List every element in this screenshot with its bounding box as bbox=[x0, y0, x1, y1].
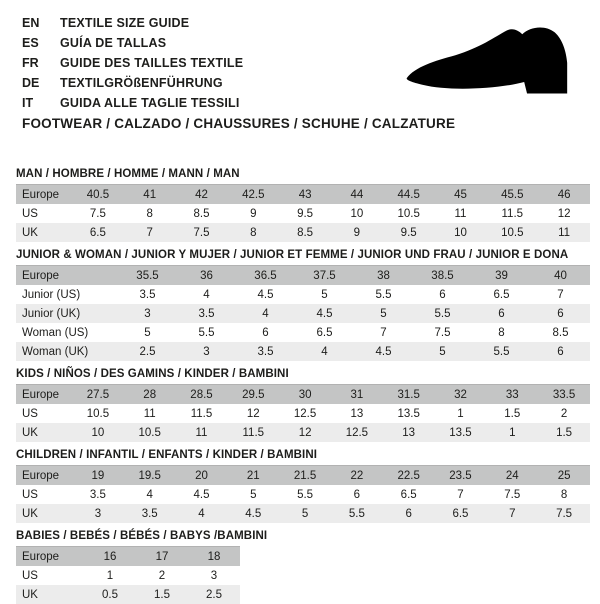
size-value: 13 bbox=[350, 407, 364, 420]
size-value: 3.5 bbox=[236, 342, 295, 361]
size-value: 7 bbox=[486, 504, 538, 523]
size-value: 31.5 bbox=[383, 385, 435, 405]
row-label: US bbox=[22, 407, 38, 420]
size-value: 3 bbox=[210, 569, 218, 582]
size-value: 6.5 bbox=[435, 504, 487, 523]
size-value: 1.5 bbox=[136, 585, 188, 604]
size-value: 1 bbox=[106, 569, 114, 582]
row-label: Woman (UK) bbox=[16, 342, 118, 361]
size-table bbox=[16, 265, 590, 361]
size-value: 4.5 bbox=[354, 342, 413, 361]
size-value: 16 bbox=[84, 547, 136, 567]
size-value: 6 bbox=[383, 504, 435, 523]
size-value: 12 bbox=[246, 407, 260, 420]
size-value: 11 bbox=[143, 407, 156, 420]
size-table bbox=[16, 384, 590, 442]
size-value: 8 bbox=[146, 207, 153, 220]
size-value: 7 bbox=[124, 223, 176, 242]
size-value: 46 bbox=[538, 185, 590, 205]
row-label: Europe bbox=[16, 185, 72, 205]
size-value: 37.5 bbox=[295, 266, 354, 286]
size-value: 21.5 bbox=[279, 466, 331, 486]
size-value: 5.5 bbox=[472, 342, 531, 361]
language-label: TEXTILE SIZE GUIDE bbox=[60, 16, 190, 30]
size-row bbox=[16, 566, 240, 585]
row-label: Junior (US) bbox=[22, 288, 81, 301]
size-value: 5.5 bbox=[375, 288, 392, 301]
size-value: 5 bbox=[413, 342, 472, 361]
size-value: 45.5 bbox=[486, 185, 538, 205]
size-value: 7.5 bbox=[434, 326, 451, 339]
section-title: KIDS / NIÑOS / DES GAMINS / KINDER / BAMBINI bbox=[16, 368, 289, 380]
size-row bbox=[16, 304, 590, 323]
size-value: 38 bbox=[354, 266, 413, 286]
size-value: 45 bbox=[435, 185, 487, 205]
size-table bbox=[16, 465, 590, 523]
size-value: 10 bbox=[350, 207, 364, 220]
size-value: 35.5 bbox=[118, 266, 177, 286]
size-value: 4 bbox=[295, 342, 354, 361]
size-value: 13 bbox=[383, 423, 435, 442]
size-row bbox=[16, 585, 240, 604]
size-value: 36 bbox=[177, 266, 236, 286]
size-row bbox=[16, 466, 590, 486]
size-value: 1 bbox=[457, 407, 464, 420]
size-table bbox=[16, 184, 590, 242]
size-value: 29.5 bbox=[227, 385, 279, 405]
size-value: 43 bbox=[279, 185, 331, 205]
size-value: 11 bbox=[176, 423, 228, 442]
size-row bbox=[16, 504, 590, 523]
size-value: 22 bbox=[331, 466, 383, 486]
row-label: Junior (UK) bbox=[16, 304, 118, 323]
language-code: EN bbox=[22, 16, 40, 30]
size-value: 5.5 bbox=[297, 488, 314, 501]
language-label: GUIDE DES TAILLES TEXTILE bbox=[60, 56, 244, 70]
size-value: 1.5 bbox=[538, 423, 590, 442]
size-value: 10.5 bbox=[397, 207, 420, 220]
size-value: 18 bbox=[188, 547, 240, 567]
size-value: 27.5 bbox=[72, 385, 124, 405]
size-value: 5 bbox=[144, 326, 151, 339]
language-label: TEXTILGRÖßENFÜHRUNG bbox=[60, 76, 223, 90]
size-value: 6 bbox=[353, 488, 361, 501]
category-title: FOOTWEAR / CALZADO / CHAUSSURES / SCHUHE / CALZATURE bbox=[22, 116, 456, 131]
size-value: 5.5 bbox=[413, 304, 472, 323]
size-value: 32 bbox=[435, 385, 487, 405]
size-value: 5 bbox=[321, 288, 328, 301]
size-value: 8 bbox=[560, 488, 568, 501]
size-value: 3.5 bbox=[139, 288, 156, 301]
size-value: 4 bbox=[146, 488, 153, 501]
row-label: US bbox=[22, 488, 38, 501]
size-row bbox=[16, 404, 590, 423]
section-children bbox=[16, 449, 590, 523]
size-value: 21 bbox=[227, 466, 279, 486]
size-value: 36.5 bbox=[236, 266, 295, 286]
size-value: 5 bbox=[250, 488, 257, 501]
size-row bbox=[16, 323, 590, 342]
size-value: 30 bbox=[279, 385, 331, 405]
size-value: 28.5 bbox=[176, 385, 228, 405]
size-value: 2 bbox=[158, 569, 166, 582]
size-value: 22.5 bbox=[383, 466, 435, 486]
size-value: 10 bbox=[435, 223, 487, 242]
size-value: 0.5 bbox=[84, 585, 136, 604]
language-code: ES bbox=[22, 36, 39, 50]
size-value: 9.5 bbox=[383, 223, 435, 242]
size-value: 25 bbox=[538, 466, 590, 486]
shoe-icon bbox=[393, 18, 577, 104]
row-label: UK bbox=[16, 423, 72, 442]
size-value: 44.5 bbox=[383, 185, 435, 205]
size-row bbox=[16, 223, 590, 242]
language-code: IT bbox=[22, 96, 34, 110]
section-title: JUNIOR & WOMAN / JUNIOR Y MUJER / JUNIOR ET FEMME / JUNIOR UND FRAU / JUNIOR E DONA bbox=[16, 249, 569, 261]
size-value: 7 bbox=[380, 326, 387, 339]
row-label: US bbox=[22, 207, 38, 220]
size-value: 8 bbox=[227, 223, 279, 242]
size-value: 8 bbox=[498, 326, 505, 339]
section-title: MAN / HOMBRE / HOMME / MANN / MAN bbox=[16, 168, 240, 180]
size-value: 10.5 bbox=[86, 407, 110, 420]
size-value: 7 bbox=[457, 488, 464, 501]
size-value: 10 bbox=[72, 423, 124, 442]
size-table bbox=[16, 546, 240, 604]
size-value: 5 bbox=[279, 504, 331, 523]
size-value: 7.5 bbox=[176, 223, 228, 242]
size-value: 6.5 bbox=[493, 288, 510, 301]
size-value: 23.5 bbox=[435, 466, 487, 486]
size-value: 8.5 bbox=[193, 207, 210, 220]
size-value: 6.5 bbox=[400, 488, 417, 501]
size-value: 28 bbox=[124, 385, 176, 405]
size-row bbox=[16, 423, 590, 442]
size-value: 10.5 bbox=[124, 423, 176, 442]
size-value: 12.5 bbox=[293, 407, 317, 420]
size-value: 6.5 bbox=[316, 326, 333, 339]
size-value: 7 bbox=[557, 288, 564, 301]
size-value: 19.5 bbox=[124, 466, 176, 486]
size-row bbox=[16, 204, 590, 223]
size-tables bbox=[16, 168, 590, 604]
size-value: 10.5 bbox=[486, 223, 538, 242]
size-value: 4 bbox=[236, 304, 295, 323]
size-value: 39 bbox=[472, 266, 531, 286]
size-value: 31 bbox=[331, 385, 383, 405]
size-value: 11.5 bbox=[227, 423, 279, 442]
size-value: 7.5 bbox=[89, 207, 106, 220]
language-code: FR bbox=[22, 56, 39, 70]
row-label: Woman (US) bbox=[22, 326, 89, 339]
row-label: UK bbox=[16, 504, 72, 523]
size-value: 17 bbox=[136, 547, 188, 567]
size-value: 42 bbox=[176, 185, 228, 205]
size-value: 42.5 bbox=[227, 185, 279, 205]
row-label: UK bbox=[16, 585, 84, 604]
size-row bbox=[16, 266, 590, 286]
language-label: GUÍA DE TALLAS bbox=[60, 36, 167, 50]
size-value: 5.5 bbox=[198, 326, 215, 339]
size-value: 9 bbox=[331, 223, 383, 242]
section-man bbox=[16, 168, 590, 242]
size-value: 24 bbox=[486, 466, 538, 486]
size-value: 6.5 bbox=[72, 223, 124, 242]
size-row bbox=[16, 285, 590, 304]
size-value: 3.5 bbox=[89, 488, 106, 501]
row-label: Europe bbox=[16, 466, 72, 486]
size-value: 33.5 bbox=[538, 385, 590, 405]
section-title: CHILDREN / INFANTIL / ENFANTS / KINDER / BAMBINI bbox=[16, 449, 318, 461]
size-row bbox=[16, 547, 240, 567]
size-value: 7.5 bbox=[504, 488, 521, 501]
size-value: 11.5 bbox=[501, 207, 524, 220]
size-value: 1 bbox=[486, 423, 538, 442]
size-value: 2 bbox=[560, 407, 568, 420]
size-value: 6 bbox=[262, 326, 269, 339]
size-value: 12.5 bbox=[331, 423, 383, 442]
size-value: 13.5 bbox=[397, 407, 420, 420]
size-row bbox=[16, 185, 590, 205]
section-junior-woman bbox=[16, 249, 590, 361]
row-label: Europe bbox=[16, 266, 118, 286]
size-value: 3 bbox=[72, 504, 124, 523]
size-row bbox=[16, 385, 590, 405]
size-value: 11.5 bbox=[190, 407, 213, 420]
size-value: 4.5 bbox=[257, 288, 274, 301]
size-value: 1.5 bbox=[504, 407, 521, 420]
size-value: 6 bbox=[531, 342, 590, 361]
size-value: 6 bbox=[531, 304, 590, 323]
size-value: 11 bbox=[454, 207, 467, 220]
size-value: 19 bbox=[72, 466, 124, 486]
size-value: 7.5 bbox=[538, 504, 590, 523]
row-label: US bbox=[22, 569, 38, 582]
size-value: 6 bbox=[472, 304, 531, 323]
size-value: 3.5 bbox=[124, 504, 176, 523]
size-value: 3 bbox=[177, 342, 236, 361]
size-value: 5.5 bbox=[331, 504, 383, 523]
size-value: 9 bbox=[250, 207, 257, 220]
language-label: GUIDA ALLE TAGLIE TESSILI bbox=[60, 96, 240, 110]
size-row bbox=[16, 485, 590, 504]
section-babies bbox=[16, 530, 590, 604]
section-title: BABIES / BEBÉS / BÉBÉS / BABYS /BAMBINI bbox=[16, 530, 268, 542]
size-value: 33 bbox=[486, 385, 538, 405]
row-label: Europe bbox=[16, 547, 84, 567]
size-value: 4.5 bbox=[193, 488, 210, 501]
size-value: 38.5 bbox=[413, 266, 472, 286]
size-value: 6 bbox=[439, 288, 446, 301]
size-value: 3 bbox=[118, 304, 177, 323]
size-value: 2.5 bbox=[118, 342, 177, 361]
size-value: 8.5 bbox=[279, 223, 331, 242]
size-value: 13.5 bbox=[435, 423, 487, 442]
size-value: 4 bbox=[203, 288, 210, 301]
size-value: 12 bbox=[557, 207, 571, 220]
row-label: Europe bbox=[16, 385, 72, 405]
size-value: 40.5 bbox=[72, 185, 124, 205]
size-value: 9.5 bbox=[297, 207, 314, 220]
size-value: 5 bbox=[354, 304, 413, 323]
size-value: 11 bbox=[538, 223, 590, 242]
size-value: 8.5 bbox=[552, 326, 569, 339]
size-value: 4.5 bbox=[295, 304, 354, 323]
size-value: 4.5 bbox=[227, 504, 279, 523]
section-kids bbox=[16, 368, 590, 442]
row-label: UK bbox=[16, 223, 72, 242]
language-code: DE bbox=[22, 76, 40, 90]
size-value: 12 bbox=[279, 423, 331, 442]
size-value: 2.5 bbox=[188, 585, 240, 604]
size-value: 41 bbox=[124, 185, 176, 205]
size-row bbox=[16, 342, 590, 361]
size-value: 44 bbox=[331, 185, 383, 205]
size-value: 3.5 bbox=[177, 304, 236, 323]
size-value: 4 bbox=[176, 504, 228, 523]
size-value: 20 bbox=[176, 466, 228, 486]
size-value: 40 bbox=[531, 266, 590, 286]
